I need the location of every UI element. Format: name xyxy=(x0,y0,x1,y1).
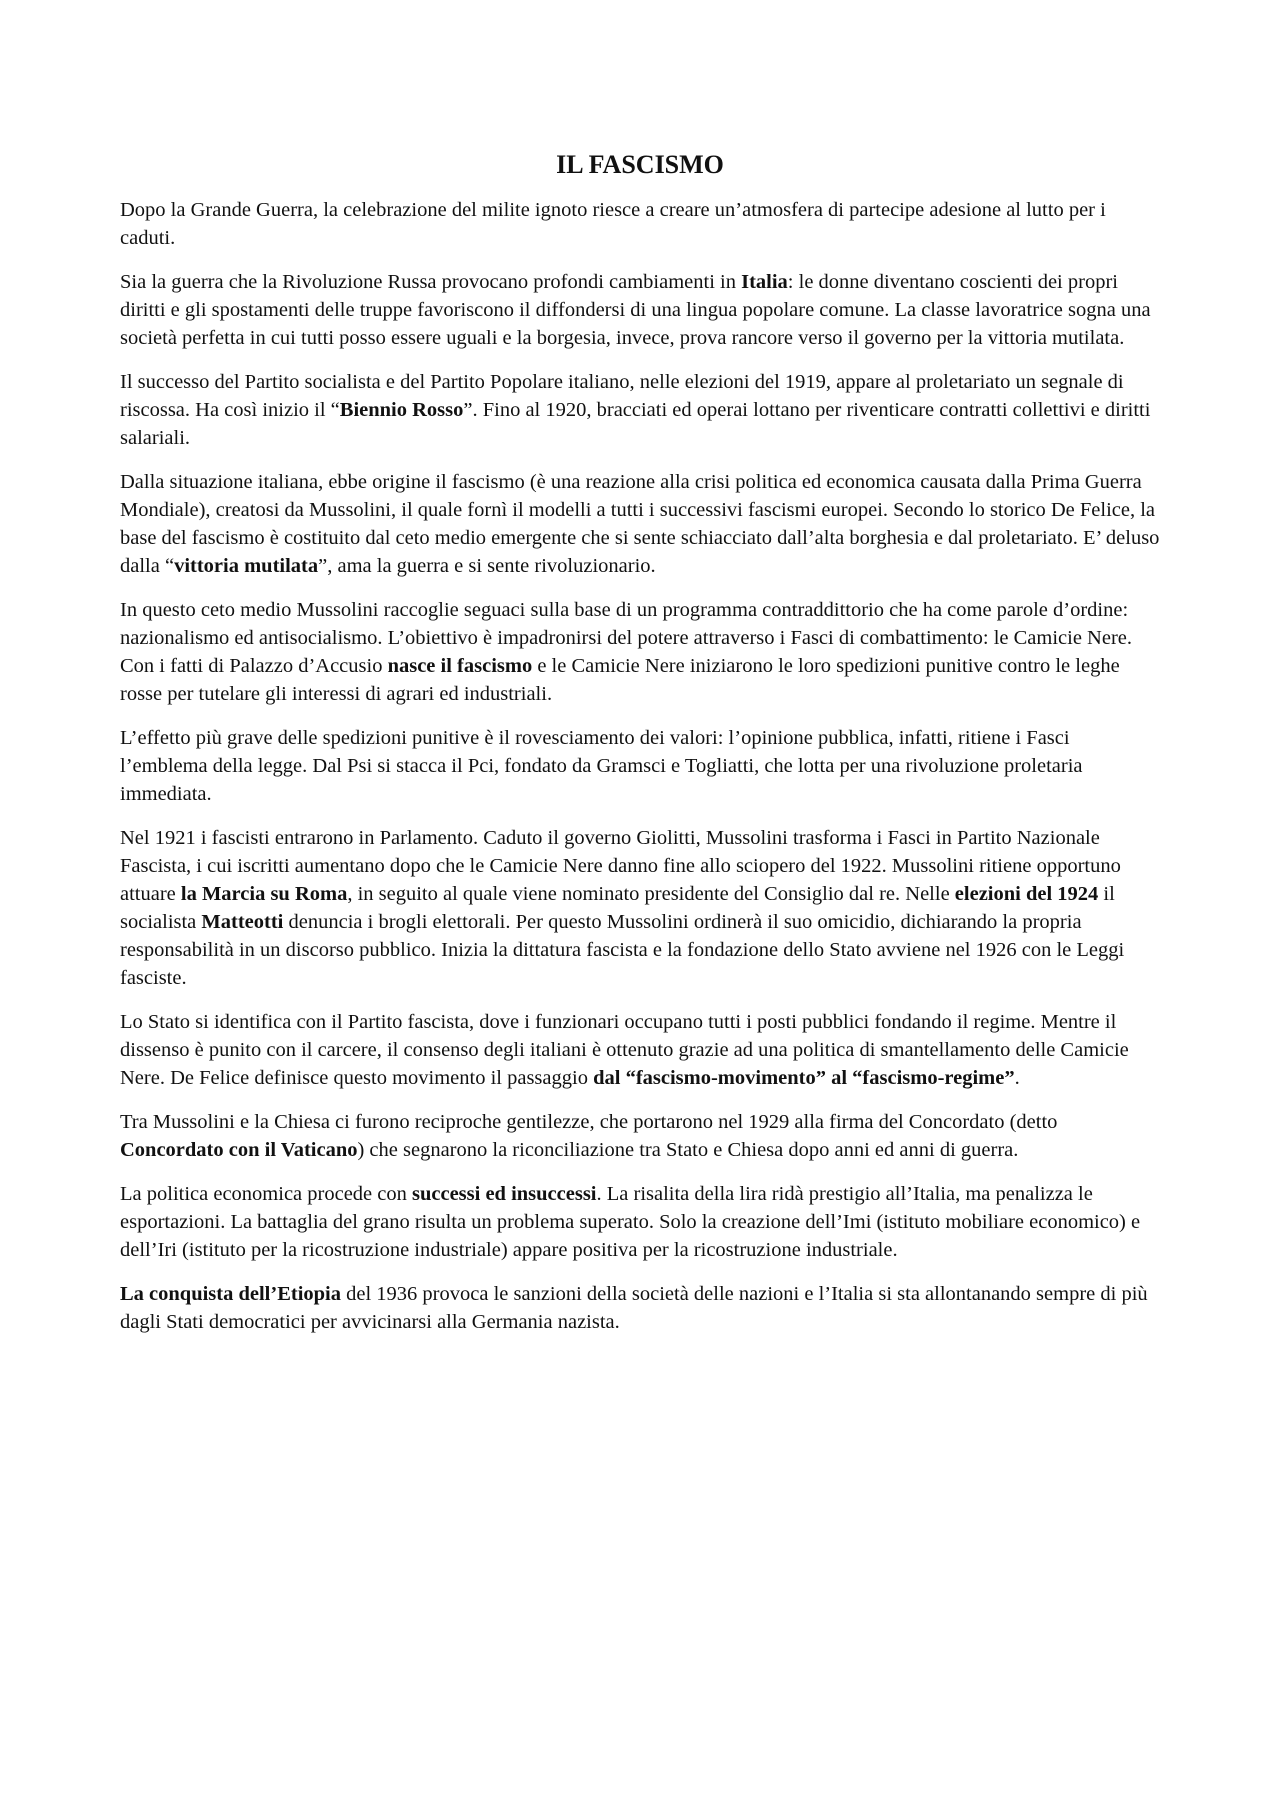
text-run: e le Camicie Nere iniziarono le loro spedizioni punitive contro le leghe rosse per tutelare gli interessi di agrari ed industriali. xyxy=(120,655,1120,705)
bold-text: elezioni del 1924 xyxy=(954,883,1099,905)
bold-text: Biennio Rosso xyxy=(339,399,464,421)
bold-text: Matteotti xyxy=(201,911,284,933)
paragraph-10 xyxy=(120,1180,1160,1264)
text-run: . xyxy=(1014,1067,1020,1089)
text-run: Lo Stato si identifica con il Partito fascista, dove i funzionari occupano tutti i posti pubblici fondando il regime. Mentre il dissenso è punito con il carcere, il consenso degli italiani è ottenuto grazie ad una politica di smantellamento delle Camicie Nere. De Felice definisce questo movimento il passaggio xyxy=(120,1011,1129,1089)
paragraph-1 xyxy=(120,196,1160,252)
paragraph-9 xyxy=(120,1108,1160,1164)
text-run: Dalla situazione italiana, ebbe origine il fascismo (è una reazione alla crisi politica ed economica causata dalla Prima Guerra Mondiale), creatosi da Mussolini, il quale fornì il modelli a tutti i successivi fascismi europei. Secondo lo storico De Felice, la base del fascismo è costituito dal ceto medio emergente che si sente schiacciato dall’alta borghesia e dal proletariato. E’ deluso dalla “ xyxy=(120,471,1160,577)
text-run: L’effetto più grave delle spedizioni punitive è il rovesciamento dei valori: l’opinione pubblica, infatti, ritiene i Fasci l’emblema della legge. Dal Psi si stacca il Pci, fondato da Gramsci e Togliatti, che lotta per una rivoluzione proletaria immediata. xyxy=(120,727,1083,805)
text-run: Nel 1921 i fascisti entrarono in Parlamento. Caduto il governo Giolitti, Mussolini trasforma i Fasci in Partito Nazionale Fascista, i cui iscritti aumentano dopo che le Camicie Nere danno fine allo sciopero del 1922. Mussolini ritiene opportuno attuare xyxy=(120,827,1121,905)
bold-text: successi ed insuccessi xyxy=(412,1183,597,1205)
text-run: La politica economica procede con xyxy=(120,1183,412,1205)
text-run: . La risalita della lira ridà prestigio all’Italia, ma penalizza le esportazioni. La battaglia del grano risulta un problema superato. Solo la creazione dell’Imi (istituto mobiliare economico) e dell’Iri (istituto per la ricostruzione industriale) appare positiva per la ricostruzione industriale. xyxy=(120,1183,1141,1261)
text-run: ”, ama la guerra e si sente rivoluzionario. xyxy=(318,555,656,577)
text-run: In questo ceto medio Mussolini raccoglie seguaci sulla base di un programma contraddittorio che ha come parole d’ordine: nazionalismo ed antisocialismo. L’obiettivo è impadronirsi del potere attraverso i Fasci di combattimento: le Camicie Nere. Con i fatti di Palazzo d’Accusio xyxy=(120,599,1133,677)
text-run: Sia la guerra che la Rivoluzione Russa provocano profondi cambiamenti in xyxy=(120,271,742,293)
text-run: ”. Fino al 1920, bracciati ed operai lottano per riventicare contratti collettivi e diritti salariali. xyxy=(120,399,1151,449)
paragraph-7 xyxy=(120,824,1160,992)
text-run: ) che segnarono la riconciliazione tra Stato e Chiesa dopo anni ed anni di guerra. xyxy=(357,1139,1019,1161)
text-run: denuncia i brogli elettorali. Per questo Mussolini ordinerà il suo omicidio, dichiarando la propria responsabilità in un discorso pubblico. Inizia la dittatura fascista e la fondazione dello Stato avviene nel 1926 con le Leggi fasciste. xyxy=(120,911,1125,989)
text-run: del 1936 provoca le sanzioni della società delle nazioni e l’Italia si sta allontanando sempre di più dagli Stati democratici per avvicinarsi alla Germania nazista. xyxy=(120,1283,1148,1333)
bold-text: dal “fascismo-movimento” al “fascismo-regime” xyxy=(593,1067,1015,1089)
bold-text: Italia xyxy=(741,271,788,293)
bold-text: Concordato con il Vaticano xyxy=(120,1139,358,1161)
document-body xyxy=(120,196,1160,1336)
text-run: il socialista xyxy=(120,883,1115,933)
paragraph-6 xyxy=(120,724,1160,808)
paragraph-3 xyxy=(120,368,1160,452)
text-run: : le donne diventano coscienti dei propri diritti e gli spostamenti delle truppe favoriscono il diffondersi di una lingua popolare comune. La classe lavoratrice sogna una società perfetta in cui tutti posso essere uguali e la borgesia, invece, prova rancore verso il governo per la vittoria mutilata. xyxy=(120,271,1151,349)
text-run: , in seguito al quale viene nominato presidente del Consiglio dal re. Nelle xyxy=(347,883,955,905)
document-page xyxy=(120,150,1160,1352)
bold-text: vittoria mutilata xyxy=(174,555,319,577)
paragraph-11 xyxy=(120,1280,1160,1336)
text-run: Il successo del Partito socialista e del Partito Popolare italiano, nelle elezioni del 1919, appare al proletariato un segnale di riscossa. Ha così inizio il “ xyxy=(120,371,1124,421)
bold-text: La conquista dell’Etiopia xyxy=(120,1283,341,1305)
bold-text: nasce il fascismo xyxy=(387,655,533,677)
paragraph-4 xyxy=(120,468,1160,580)
bold-text: la Marcia su Roma xyxy=(180,883,348,905)
paragraph-2 xyxy=(120,268,1160,352)
paragraph-8 xyxy=(120,1008,1160,1092)
text-run: Tra Mussolini e la Chiesa ci furono reciproche gentilezze, che portarono nel 1929 alla firma del Concordato (detto xyxy=(120,1111,1058,1133)
text-run: Dopo la Grande Guerra, la celebrazione del milite ignoto riesce a creare un’atmosfera di partecipe adesione al lutto per i caduti. xyxy=(120,199,1106,249)
document-title: IL FASCISMO xyxy=(556,150,724,179)
paragraph-5 xyxy=(120,596,1160,708)
